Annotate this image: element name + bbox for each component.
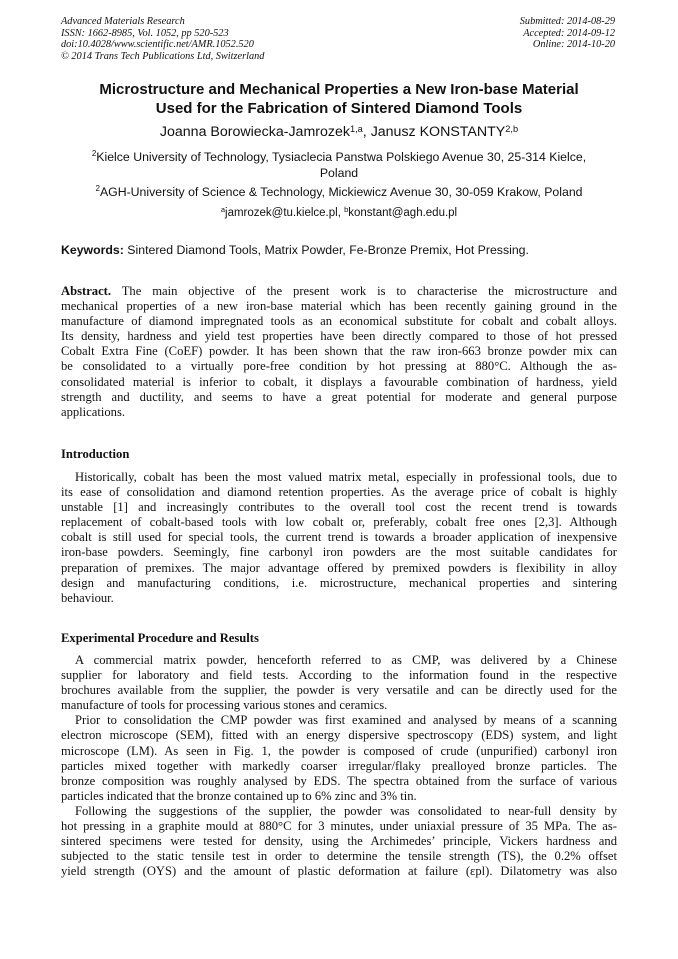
author-emails [61, 205, 617, 221]
email-superscript: b [344, 205, 349, 214]
paragraph-line: yield strength (OYS) and the amount of plastic deformation at failure (εpl). Dilatometry was also [61, 864, 617, 879]
abstract-label: Abstract. [61, 284, 112, 298]
paragraph-line: Historically, cobalt has been the most valued matrix metal, especially in professional tools, due to [75, 470, 617, 484]
online-date: Online: 2014-10-20 [532, 39, 615, 51]
introduction-body [61, 470, 617, 606]
paragraph-line: Following the suggestions of the supplier, the powder was consolidated to near-full density by [75, 803, 617, 818]
email-superscript: a [220, 205, 226, 214]
author-name: Joanna Borowiecka-Jamrozek [159, 124, 350, 140]
issn-line: ISSN: 1662-8985, Vol. 1052, pp 520-523 [61, 27, 229, 39]
copyright-line: © 2014 Trans Tech Publications Ltd, Switzerland [61, 50, 265, 62]
accepted-date: Accepted: 2014-09-12 [523, 27, 615, 39]
paragraph-line: its ease of consolidation and diamond retention properties. As the average price of cobalt is highly [61, 485, 617, 500]
author-superscript: 1,a [349, 124, 363, 134]
paragraph-line: supplier for laboratory and field tests. According to the information found in the respective [61, 668, 617, 683]
title-line: Microstructure and Mechanical Properties a New Iron-base Material [99, 81, 579, 98]
paragraph-line: manufacture of tools for processing various stones and ceramics. [61, 698, 388, 713]
section-heading-experimental: Experimental Procedure and Results [61, 631, 259, 645]
abstract-line: Cobalt Extra Fine (CoEF) powder. It has been shown that the raw iron-663 bronze powder mix can [61, 344, 617, 359]
affiliation-2 [61, 184, 617, 200]
paragraph-line: design and manufacturing conditions, i.e. microstructure, mechanical properties and sintering [61, 575, 617, 590]
title-line: Used for the Fabrication of Sintered Diamond Tools [155, 100, 523, 117]
paragraph-line: particles mixed together with markedly coarser irregular/flaky prealloyed bronze particles. The [61, 758, 617, 773]
author-name: Janusz KONSTANTY [370, 124, 506, 140]
abstract-line: Its density, hardness and yield test properties have been directly compared to those of hot pressed [61, 329, 617, 344]
email-link: konstant@agh.edu.pl [348, 207, 458, 219]
abstract-line: mechanical properties of a new iron-base material which has been recently gaining ground in the [61, 299, 617, 314]
paragraph-line: iron-base powders. Seemingly, fine carbonyl iron powders are the most suitable candidates for [61, 545, 617, 560]
affiliation-1 [61, 149, 617, 181]
paragraph-line: hot pressing in a graphite mould at 880°C for 3 minutes, under uniaxial pressure of 35 MPa. The as- [61, 819, 617, 834]
doi-line: doi:10.4028/www.scientific.net/AMR.1052.520 [61, 39, 254, 51]
affiliation-superscript: 2 [91, 149, 97, 158]
keywords-label: Keywords: [61, 243, 124, 257]
paper-title [61, 80, 617, 118]
paragraph-line: cobalt is still used for special tools, the current trend is towards a broader application of inexpensive [61, 530, 617, 545]
author-superscript: 2,b [505, 124, 519, 134]
submission-dates [520, 16, 615, 51]
paragraph-line: sintered specimens were tested for density, using the Archimedes’ principle, Vickers hardness and [61, 834, 617, 849]
affiliation-text: Kielce University of Technology, Tysiaclecia Panstwa Polskiego Avenue 30, 25-314 Kielce, [96, 150, 587, 164]
journal-name: Advanced Materials Research [61, 16, 185, 27]
submitted-date: Submitted: 2014-08-29 [519, 16, 615, 27]
paragraph-line: electron microscope (SEM), fitted with an energy dispersive spectroscopy (EDS) system, and light [61, 728, 617, 743]
email-link: jamrozek@tu.kielce.pl, [225, 207, 345, 219]
paragraph-line: Prior to consolidation the CMP powder was first examined and analysed by means of a scanning [75, 713, 617, 728]
experimental-body [61, 653, 617, 879]
paragraph-line: microscope (LM). As seen in Fig. 1, the powder is composed of crude (unpurified) carbonyl iron [61, 743, 617, 758]
paragraph-line: subjected to the static tensile test in order to determine the tensile strength (TS), the 0.2% offset [61, 849, 617, 864]
abstract-line: manufacture of diamond impregnated tools as an economical substitute for cobalt and cobalt alloys. [61, 314, 617, 329]
author-list [61, 123, 617, 141]
author-separator: , [362, 124, 371, 140]
abstract-text: The main objective of the present work is to characterise the microstructure and [111, 284, 617, 298]
journal-info [61, 16, 264, 62]
keywords-text: Sintered Diamond Tools, Matrix Powder, Fe-Bronze Premix, Hot Pressing. [123, 243, 529, 257]
paragraph-line: brochures available from the supplier, the powder is very versatile and can be directly used for the [61, 683, 617, 698]
paragraph-line: preparation of premixes. The major advantage offered by premixed powders is flexibility in alloy [61, 560, 617, 575]
affiliation-line: Poland [319, 166, 359, 180]
section-heading-introduction: Introduction [61, 447, 130, 461]
affiliation-text: AGH-University of Science & Technology, Mickiewicz Avenue 30, 30-059 Krakow, Poland [99, 185, 583, 199]
paragraph-line: particles indicated that the bronze contained up to 6% zinc and 3% tin. [61, 788, 417, 803]
abstract-line: be consolidated to a virtually pore-free condition by hot pressing at 880°C. Although the as- [61, 359, 617, 374]
abstract-line [61, 284, 617, 299]
keywords [61, 242, 617, 258]
paragraph-line: unstable [1] and increasingly contributes to the overall tool cost the recent trend is towards [61, 500, 617, 515]
affiliation-line [61, 149, 617, 165]
affiliation-superscript: 2 [95, 184, 100, 193]
abstract-line: consolidated material is inferior to cobalt, it displays a favourable combination of hardness, yield [61, 374, 617, 389]
abstract-line: applications. [61, 404, 126, 419]
abstract-line: strength and ductility, and seems to have a great potential for moderate and general purpose [61, 389, 617, 404]
paragraph-line: bronze composition was roughly analysed by EDS. The spectra obtained from the surface of various [61, 773, 617, 788]
paragraph-line: A commercial matrix powder, henceforth referred to as CMP, was delivered by a Chinese [75, 653, 617, 667]
paragraph-line: replacement of cobalt-based tools with low cobalt or, preferably, cobalt free ones [2,3]. Although [61, 515, 617, 530]
abstract [61, 284, 617, 420]
paragraph-line: behaviour. [61, 590, 114, 605]
